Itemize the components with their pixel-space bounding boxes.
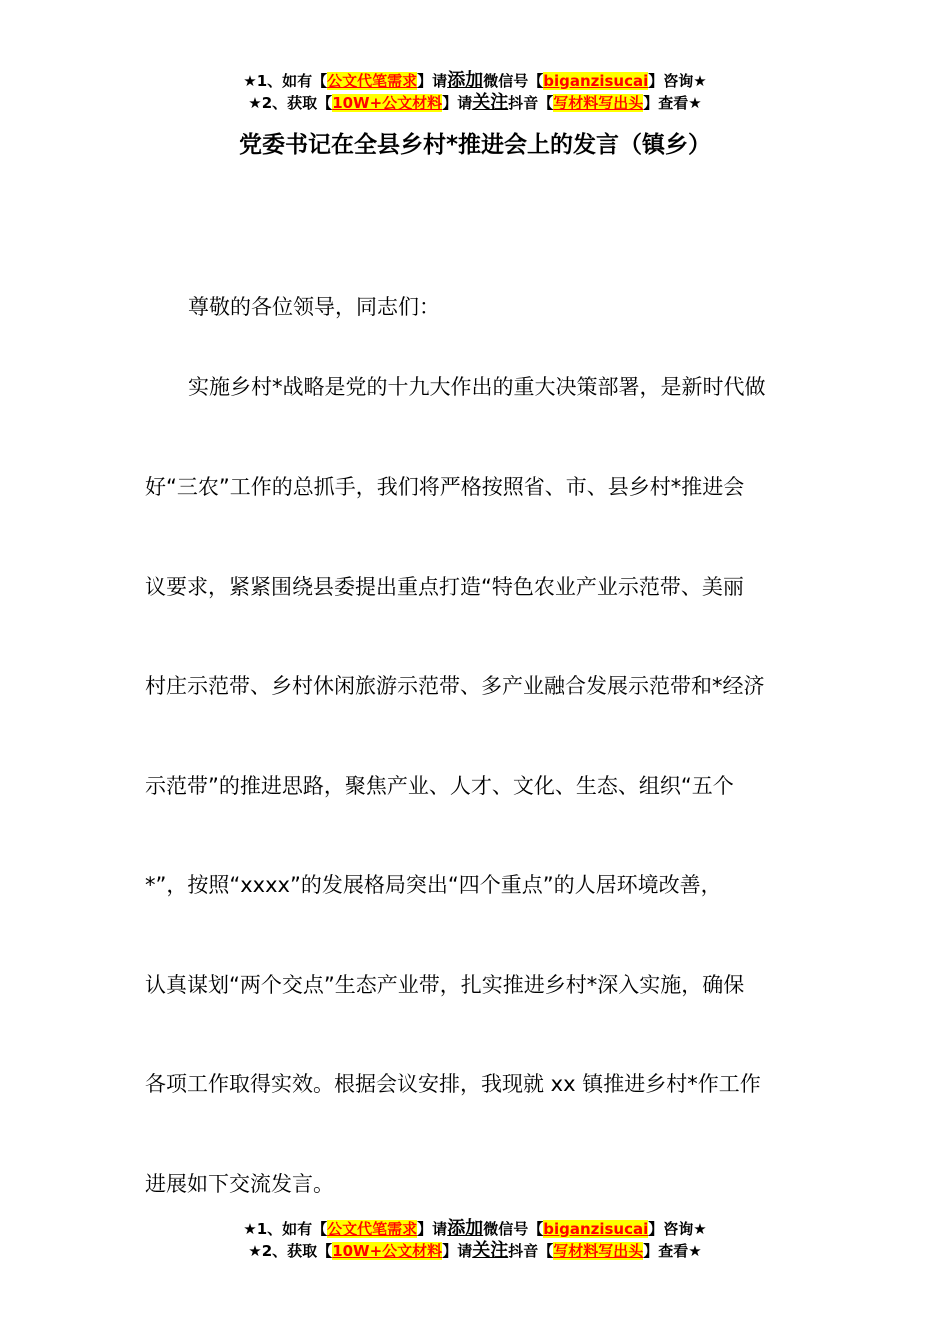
paragraph-line: 村庄示范带、乡村休闲旅游示范带、多产业融合发展示范带和*经济 — [145, 674, 765, 698]
paragraph-line: 议要求，紧紧围绕县委提出重点打造“特色农业产业示范带、美丽 — [145, 575, 744, 599]
paragraph-line: *”，按照“xxxx”的发展格局突出“四个重点”的人居环境改善， — [145, 873, 722, 897]
douyin-account-link[interactable]: 写材料写出头 — [553, 1242, 644, 1260]
promo-text: ★2、获取【 — [248, 1242, 333, 1260]
promo-line-2 — [0, 1240, 950, 1262]
promo-text: 】查看★ — [643, 94, 702, 112]
paragraph-line: 好“三农”工作的总抓手，我们将严格按照省、市、县乡村*推进会 — [145, 475, 745, 499]
promo-emphasis: 添加 — [447, 1218, 484, 1239]
paragraph-line: 进展如下交流发言。 — [145, 1172, 334, 1196]
salutation: 尊敬的各位领导，同志们： — [188, 295, 440, 319]
promo-text: ★1、如有【 — [243, 72, 328, 90]
promo-line-1 — [0, 70, 950, 92]
promo-emphasis: 关注 — [472, 92, 509, 113]
promo-text: 】请 — [417, 72, 448, 90]
paragraph-line: 实施乡村*战略是党的十九大作出的重大决策部署，是新时代做 — [188, 375, 766, 399]
promo-text: ★1、如有【 — [243, 1220, 328, 1238]
promo-text: 】咨询★ — [648, 1220, 707, 1238]
document-title: 党委书记在全县乡村*推进会上的发言（镇乡） — [238, 132, 712, 158]
wechat-id-link[interactable]: biganzisucai — [543, 72, 649, 90]
wechat-id-link[interactable]: biganzisucai — [543, 1220, 649, 1238]
footer-promo-banner — [0, 1218, 950, 1262]
promo-highlight: 10W+公文材料 — [332, 1242, 443, 1260]
paragraph-line: 认真谋划“两个交点”生态产业带，扎实推进乡村*深入实施，确保 — [145, 973, 745, 997]
promo-text: 微信号【 — [483, 1220, 544, 1238]
header-promo-banner — [0, 70, 950, 114]
promo-text: ★2、获取【 — [248, 94, 333, 112]
promo-text: 抖音【 — [508, 1242, 554, 1260]
promo-highlight: 10W+公文材料 — [332, 94, 443, 112]
promo-text: 抖音【 — [508, 94, 554, 112]
promo-text: 】咨询★ — [648, 72, 707, 90]
promo-line-1 — [0, 1218, 950, 1240]
promo-emphasis: 添加 — [447, 70, 484, 91]
promo-text: 微信号【 — [483, 72, 544, 90]
douyin-account-link[interactable]: 写材料写出头 — [553, 94, 644, 112]
promo-text: 】查看★ — [643, 1242, 702, 1260]
paragraph-line: 示范带”的推进思路，聚焦产业、人才、文化、生态、组织“五个 — [145, 774, 734, 798]
promo-text: 】请 — [417, 1220, 448, 1238]
promo-line-2 — [0, 92, 950, 114]
promo-text: 】请 — [442, 94, 473, 112]
promo-text: 】请 — [442, 1242, 473, 1260]
promo-highlight: 公文代笔需求 — [327, 72, 418, 90]
promo-highlight: 公文代笔需求 — [327, 1220, 418, 1238]
paragraph-line: 各项工作取得实效。根据会议安排，我现就 xx 镇推进乡村*作工作 — [145, 1072, 761, 1096]
promo-emphasis: 关注 — [472, 1240, 509, 1261]
